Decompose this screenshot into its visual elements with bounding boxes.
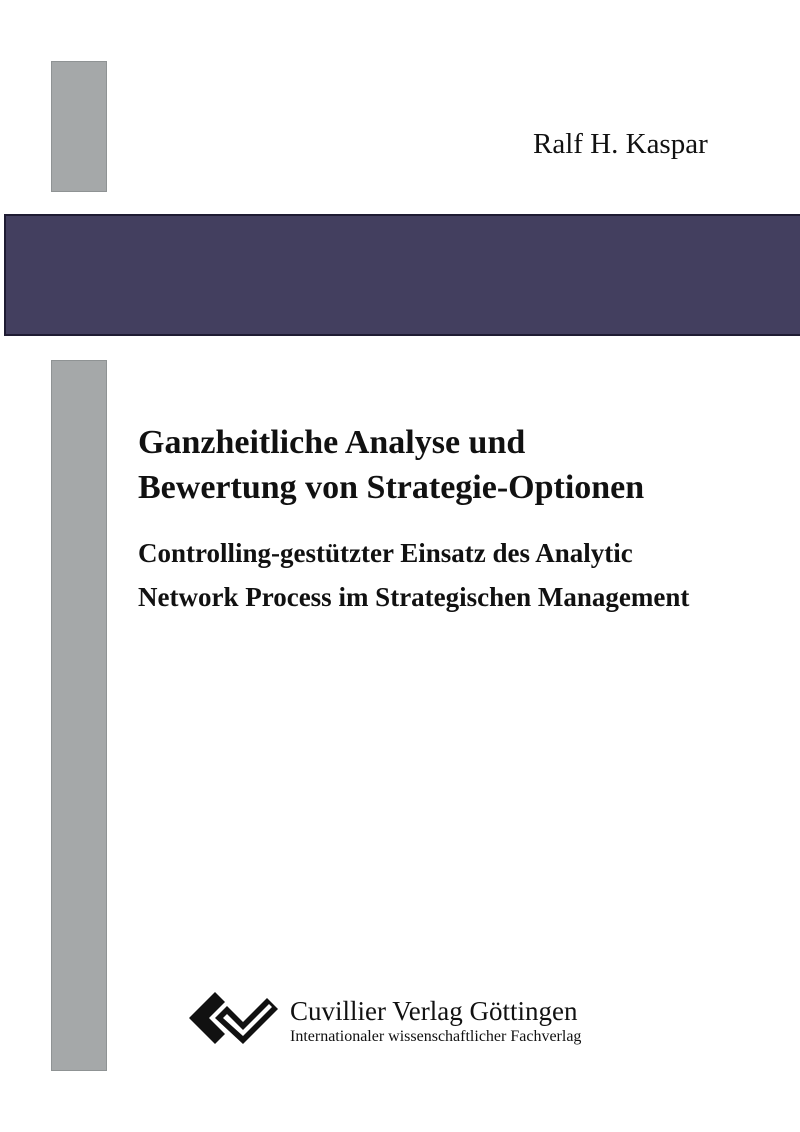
author-name: Ralf H. Kaspar [533,128,708,160]
cuvillier-logo-icon [185,990,280,1050]
book-title-line-2: Bewertung von Strategie-Optionen [138,469,645,506]
publisher-name: Cuvillier Verlag Göttingen [290,996,578,1026]
book-subtitle-line-1: Controlling-gestützter Einsatz des Analytic [138,538,633,568]
book-subtitle [138,531,689,619]
publisher-tagline: Internationaler wissenschaftlicher Fachverlag [290,1028,582,1045]
header-band [4,214,800,336]
book-title-line-1: Ganzheitliche Analyse und [138,424,526,461]
book-title [138,420,644,510]
bottom-side-bar [51,360,107,1071]
book-subtitle-line-2: Network Process im Strategischen Management [138,582,690,612]
top-side-bar [51,61,107,192]
